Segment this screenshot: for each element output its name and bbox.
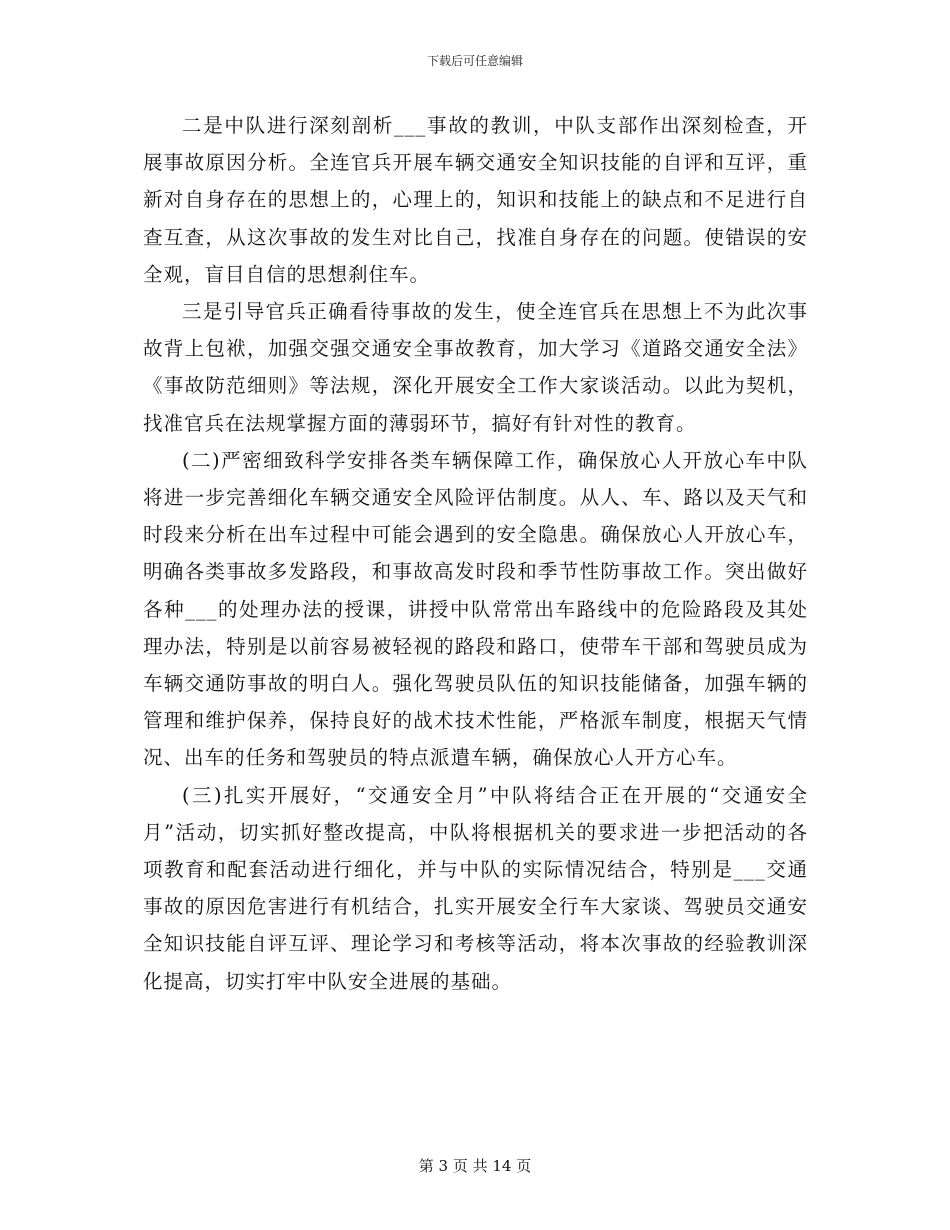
document-body [143, 107, 808, 1000]
paragraph-cause-analysis: 二是中队进行深刻剖析___事故的教训，中队支部作出深刻检查，开展事故原因分析。全连官兵开展车辆交通安全知识技能的自评和互评，重新对自身存在的思想上的，心理上的，知识和技能上的缺点和不足进行自查互查，从这次事故的发生对比自己，找准自身存在的问题。使错误的安全观，盲目自信的思想刹住车。 [143, 114, 808, 286]
paragraph-safety-month: (三)扎实开展好，“交通安全月”中队将结合正在开展的“交通安全月”活动，切实抓好整改提高，中队将根据机关的要求进一步把活动的各项教育和配套活动进行细化，并与中队的实际情况结合，特别是___交通事故的原因危害进行有机结合，扎实开展安全行车大家谈、驾驶员交通安全知识技能自评互评、理论学习和考核等活动，将本次事故的经验教训深化提高，切实打牢中队安全进展的基础。 [143, 783, 808, 993]
page-number: 第 3 页 共 14 页 [418, 1157, 532, 1175]
paragraph-guidance-education: 三是引导官兵正确看待事故的发生，使全连官兵在思想上不为此次事故背上包袱，加强交强交通安全事故教育，加大学习《道路交通安全法》《事故防范细则》等法规，深化开展安全工作大家谈活动。以此为契机，找准官兵在法规掌握方面的薄弱环节，搞好有针对性的教育。 [143, 300, 808, 435]
page-header-note: 下载后可任意编辑 [426, 54, 523, 68]
paragraph-vehicle-support: (二)严密细致科学安排各类车辆保障工作，确保放心人开放心车中队将进一步完善细化车辆交通安全风险评估制度。从人、车、路以及天气和时段来分析在出车过程中可能会遇到的安全隐患。确保放心人开放心车，明确各类事故多发路段，和事故高发时段和季节性防事故工作。突出做好各种___的处理办法的授课，讲授中队常常出车路线中的危险路段及其处理办法，特别是以前容易被轻视的路段和路口，使带车干部和驾驶员成为车辆交通防事故的明白人。强化驾驶员队伍的知识技能储备，加强车辆的管理和维护保养，保持良好的战术技术性能，严格派车制度，根据天气情况、出车的任务和驾驶员的特点派遣车辆，确保放心人开方心车。 [143, 448, 808, 770]
